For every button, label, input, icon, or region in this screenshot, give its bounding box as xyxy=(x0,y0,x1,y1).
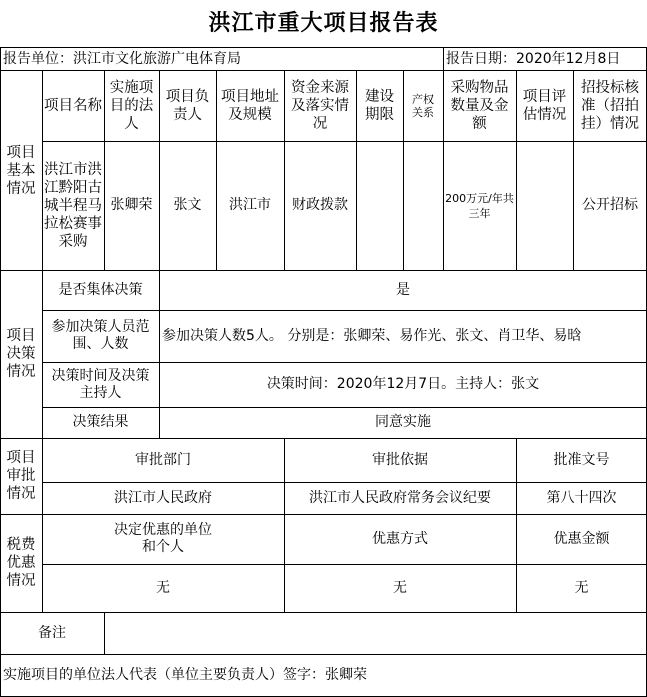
header-approval-dept: 审批部门 xyxy=(135,451,191,468)
header-legal-entity: 实施项目的法人 xyxy=(109,80,154,132)
header-location-scale: 项目地址及规模 xyxy=(221,89,279,123)
label-remarks: 备注 xyxy=(38,624,66,641)
value-funding-source: 财政拨款 xyxy=(292,197,348,213)
report-title: 洪江市重大项目报告表 xyxy=(208,11,439,36)
value-approval-dept: 洪江市人民政府 xyxy=(114,489,212,506)
value-approval-basis: 洪江市人民政府常务会议纪要 xyxy=(309,489,491,506)
header-project-name: 项目名称 xyxy=(44,98,102,114)
header-preference-unit: 决定优惠的单位和个人 xyxy=(114,522,212,555)
value-project-name: 洪江市洪江黔阳古城半程马拉松赛事采购 xyxy=(44,161,102,250)
value-project-leader: 张文 xyxy=(173,197,202,213)
header-procurement: 采购物品数量及金额 xyxy=(450,80,509,132)
label-decision-time-host: 决策时间及决策主持人 xyxy=(51,367,150,401)
header-approval-doc: 批准文号 xyxy=(553,451,610,468)
header-approval-basis: 审批依据 xyxy=(372,451,428,468)
value-preference-unit: 无 xyxy=(156,579,170,596)
value-decision-time-host: 决策时间：2020年12月7日。主持人：张文 xyxy=(266,376,540,392)
label-collective-decision: 是否集体决策 xyxy=(58,281,143,298)
value-construction-period xyxy=(356,141,403,270)
signature-line: 实施项目的单位法人代表（单位主要负责人）签字：张卿荣 xyxy=(3,667,367,683)
label-decision-result: 决策结果 xyxy=(72,414,129,430)
value-bidding: 公开招标 xyxy=(582,197,638,213)
value-decision-result: 同意实施 xyxy=(375,414,431,430)
header-preference-method: 优惠方式 xyxy=(372,530,428,547)
header-project-leader: 项目负责人 xyxy=(165,89,210,123)
header-construction-period: 建设期限 xyxy=(365,89,394,123)
section-basic-info: 项目基本情况 xyxy=(6,144,36,197)
header-funding-source: 资金来源及落实情况 xyxy=(291,80,349,132)
value-remarks xyxy=(104,612,647,654)
header-evaluation: 项目评估情况 xyxy=(522,89,567,123)
value-location-scale: 洪江市 xyxy=(229,197,271,213)
value-procurement: 200万元/年共三年 xyxy=(445,191,514,220)
header-preference-amount: 优惠金额 xyxy=(553,530,610,547)
report-date: 报告日期：2020年12月8日 xyxy=(446,50,621,67)
header-bidding: 招投标核准（招拍挂）情况 xyxy=(581,80,639,132)
section-decision: 项目决策情况 xyxy=(6,328,36,380)
section-tax-preference: 税费优惠情况 xyxy=(6,537,36,589)
value-preference-amount: 无 xyxy=(574,579,589,596)
section-approval: 项目审批情况 xyxy=(6,450,36,502)
value-participants: 参加决策人数5人。 分别是：张卿荣、易作光、张文、肖卫华、易晗 xyxy=(162,327,582,344)
report-unit: 报告单位：洪江市文化旅游广电体育局 xyxy=(3,50,241,67)
label-participants: 参加决策人员范围、人数 xyxy=(51,319,150,352)
value-approval-doc: 第八十四次 xyxy=(546,489,617,506)
value-evaluation xyxy=(516,141,573,270)
value-property-relation xyxy=(403,141,443,270)
value-preference-method: 无 xyxy=(393,579,407,596)
value-legal-entity: 张卿荣 xyxy=(110,197,153,213)
header-property-relation: 产权关系 xyxy=(412,93,434,119)
value-collective-decision: 是 xyxy=(396,281,410,298)
